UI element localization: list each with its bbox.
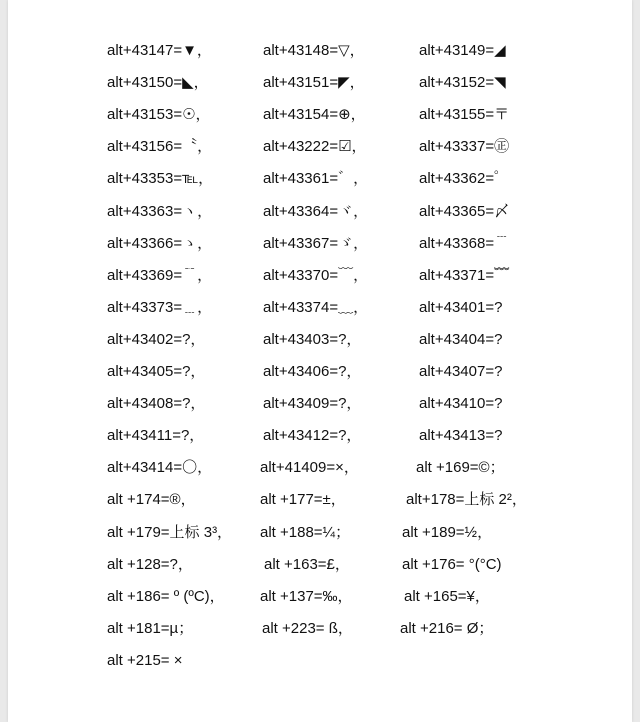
- alt-code-entry: alt +176= °(°C): [402, 556, 502, 573]
- alt-code-entry: alt+43412=?，: [263, 427, 362, 444]
- alt-code-entry: alt+43368=﹉: [419, 235, 510, 252]
- alt-code-entry: alt +188=¼；: [260, 524, 351, 541]
- alt-code-entry: alt+43149=◢: [419, 42, 506, 59]
- alt-code-entry: alt +179=上标 3³，: [107, 524, 233, 541]
- alt-code-entry: alt+43362=゜: [419, 170, 510, 187]
- alt-code-entry: alt+43150=◣，: [107, 74, 209, 91]
- alt-code-entry: alt +165=¥，: [404, 588, 490, 605]
- alt-code-entry: alt+43373=﹍，: [107, 299, 213, 316]
- alt-code-entry: alt+43402=?，: [107, 331, 206, 348]
- alt-code-entry: alt+43147=▼，: [107, 42, 212, 59]
- alt-code-entry: alt+43364=ヾ，: [263, 203, 369, 220]
- alt-code-entry: alt +174=®，: [107, 491, 196, 508]
- alt-code-entry: alt+43337=㊣: [419, 138, 510, 155]
- alt-code-entry: alt +223= ß，: [262, 620, 353, 637]
- alt-code-entry: alt+43411=?，: [107, 427, 205, 444]
- alt-code-entry: alt+43401=?: [419, 299, 503, 316]
- alt-code-entry: alt +169=©；: [416, 459, 505, 476]
- alt-code-entry: alt+43369=﹊，: [107, 267, 213, 284]
- alt-code-entry: alt+43363=ヽ，: [107, 203, 213, 220]
- alt-code-entry: alt +128=?，: [107, 556, 193, 573]
- alt-code-entry: alt +186= º (ºC)，: [107, 588, 225, 605]
- alt-code-entry: alt+43366=ゝ，: [107, 235, 213, 252]
- alt-code-entry: alt+43405=?，: [107, 363, 206, 380]
- alt-code-entry: alt+43152=◥: [419, 74, 506, 91]
- alt-code-entry: alt+43404=?: [419, 331, 503, 348]
- alt-code-entry: alt+43408=?，: [107, 395, 206, 412]
- alt-code-entry: alt+43371=﹌: [419, 267, 510, 284]
- alt-code-entry: alt+43370=﹋，: [263, 267, 369, 284]
- alt-code-entry: alt+43365=〆: [419, 203, 510, 220]
- alt-code-entry: alt +137=‰，: [260, 588, 353, 605]
- alt-code-entry: alt+43151=◤，: [263, 74, 365, 91]
- alt-code-entry: alt+43403=?，: [263, 331, 362, 348]
- alt-code-entry: alt +177=±，: [260, 491, 346, 508]
- alt-code-entry: alt +181=µ；: [107, 620, 194, 637]
- alt-code-entry: alt+43409=?，: [263, 395, 362, 412]
- alt-code-entry: alt+41409=×，: [260, 459, 359, 476]
- alt-code-entry: alt+43154=⊕，: [263, 106, 366, 123]
- alt-code-entry: alt+43413=?: [419, 427, 503, 444]
- alt-code-entry: alt+43410=?: [419, 395, 503, 412]
- alt-code-entry: alt+43222=☑，: [263, 138, 367, 155]
- alt-code-entry: alt+43407=?: [419, 363, 503, 380]
- alt-code-entry: alt+43361=゛，: [263, 170, 369, 187]
- alt-code-entry: alt +163=£，: [264, 556, 350, 573]
- alt-code-entry: alt+43155=〒: [419, 106, 510, 123]
- alt-code-entry: alt+43156=〝，: [107, 138, 213, 155]
- alt-code-entry: alt+43406=?，: [263, 363, 362, 380]
- alt-code-entry: alt+178=上标 2²，: [406, 491, 527, 508]
- alt-code-entry: alt+43148=▽，: [263, 42, 365, 59]
- alt-code-entry: alt +189=½，: [402, 524, 493, 541]
- alt-code-entry: alt+43414=〇，: [107, 459, 213, 476]
- alt-code-entry: alt +216= Ø；: [400, 620, 494, 637]
- alt-code-entry: alt+43367=ゞ，: [263, 235, 369, 252]
- alt-code-entry: alt+43374=﹏，: [263, 299, 369, 316]
- alt-code-entry: alt+43153=☉，: [107, 106, 211, 123]
- alt-code-entry: alt+43353=℡，: [107, 170, 214, 187]
- alt-code-entry: alt +215= ×: [107, 652, 183, 669]
